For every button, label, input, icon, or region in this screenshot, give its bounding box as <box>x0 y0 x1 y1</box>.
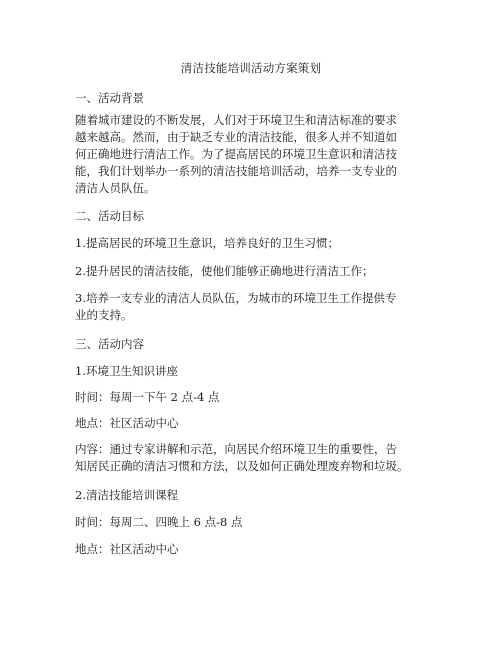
section-heading-background: 一、活动背景 <box>75 91 144 105</box>
background-paragraph <box>75 112 397 197</box>
content-line: 2.清洁技能培训课程 <box>75 488 178 502</box>
document-title: 清洁技能培训活动方案策划 <box>180 61 322 75</box>
goal-item-1 <box>75 235 339 252</box>
goal-item-3 <box>75 290 396 324</box>
lecture-location <box>75 415 179 432</box>
content-line: 1.环境卫生知识讲座 <box>75 364 178 378</box>
content-subheading-training <box>75 487 178 504</box>
goal-line: 业的支持。 <box>75 308 133 322</box>
background-line: 随着城市建设的不断发展，人们对于环境卫生和清洁标准的要求 <box>75 113 397 127</box>
goal-item-2 <box>75 263 373 280</box>
background-line: 能，我们计划举办一系列的清洁技能培训活动，培养一支专业的 <box>75 164 397 178</box>
background-line: 越来越高。然而，由于缺乏专业的清洁技能，很多人并不知道如 <box>75 130 397 144</box>
goal-line: 3.培养一支专业的清洁人员队伍，为城市的环境卫生工作提供专 <box>75 291 397 305</box>
content-line: 地点：社区活动中心 <box>75 542 179 556</box>
content-subheading-lecture <box>75 363 178 380</box>
training-location <box>75 541 179 558</box>
background-line: 清洁人员队伍。 <box>75 181 156 195</box>
goal-line: 1.提高居民的环境卫生意识，培养良好的卫生习惯； <box>75 236 339 250</box>
section-heading-goals: 二、活动目标 <box>75 209 144 223</box>
content-line: 时间：每周二、四晚上 6 点-8 点 <box>75 515 243 529</box>
section-heading-content: 三、活动内容 <box>75 337 144 351</box>
background-line: 何正确地进行清洁工作。为了提高居民的环境卫生意识和清洁技 <box>75 147 397 161</box>
lecture-time <box>75 389 219 406</box>
content-line: 内容：通过专家讲解和示范，向居民介绍环境卫生的重要性，告 <box>75 442 397 456</box>
goal-line: 2.提升居民的清洁技能，使他们能够正确地进行清洁工作； <box>75 264 374 278</box>
lecture-content <box>75 441 409 475</box>
training-time <box>75 514 242 531</box>
content-line: 知居民正确的清洁习惯和方法，以及如何正确处理废弃物和垃圾。 <box>75 459 409 473</box>
content-line: 时间：每周一下午 2 点-4 点 <box>75 390 220 404</box>
content-line: 地点：社区活动中心 <box>75 416 179 430</box>
